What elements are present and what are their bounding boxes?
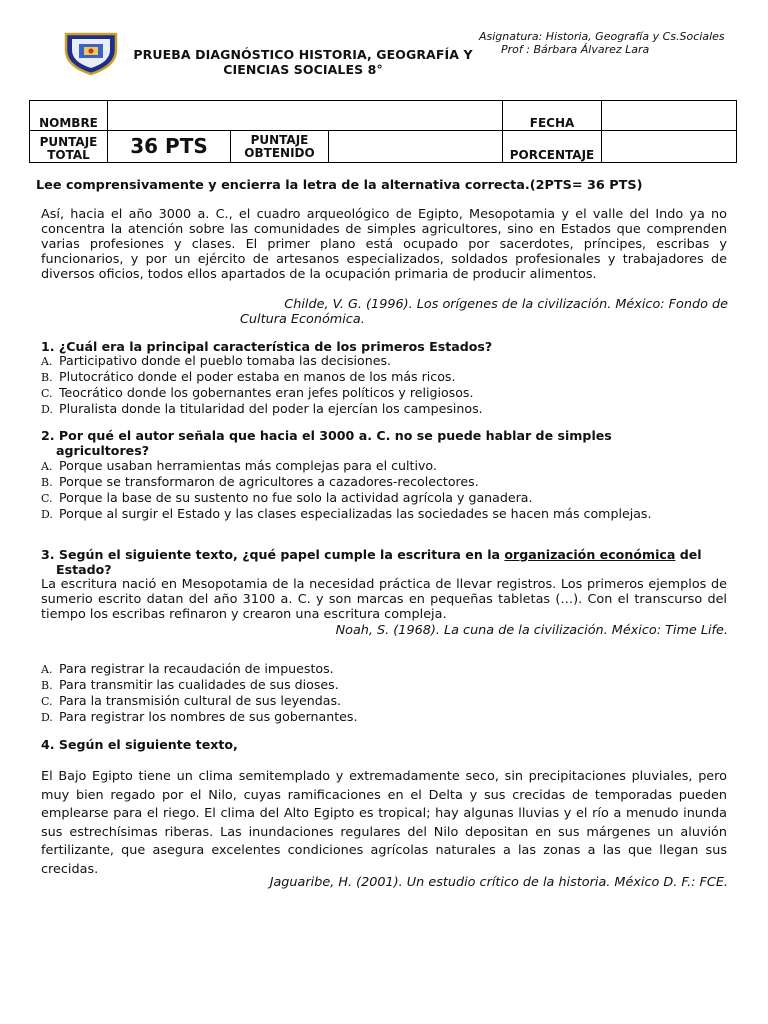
teacher-label: Prof : Bárbara Álvarez Lara xyxy=(501,43,650,56)
passage-4-citation: Jaguaribe, H. (2001). Un estudio crítico de la historia. México D. F.: FCE. xyxy=(269,875,728,890)
question-3: 3. Según el siguiente texto, ¿qué papel cumple la escritura en la organización económica del Estado? xyxy=(41,547,702,577)
date-field[interactable] xyxy=(602,101,737,131)
total-score-value: 36 PTS xyxy=(108,131,231,163)
underlined-term: organización económica xyxy=(504,547,676,562)
option-3a[interactable]: A. Para registrar la recaudación de impuestos. xyxy=(41,661,334,676)
total-score-label: PUNTAJE TOTAL xyxy=(30,131,108,163)
option-2d[interactable]: D. Porque al surgir el Estado y las clases especializadas las sociedades se hacen más complejas. xyxy=(41,506,652,521)
option-2a[interactable]: A. Porque usaban herramientas más complejas para el cultivo. xyxy=(41,458,437,473)
page-title xyxy=(120,47,486,77)
name-field[interactable] xyxy=(108,101,503,131)
name-label: NOMBRE xyxy=(30,101,108,131)
option-3c[interactable]: C. Para la transmisión cultural de sus leyendas. xyxy=(41,693,342,708)
option-1a[interactable]: A. Participativo donde el pueblo tomaba las decisiones. xyxy=(41,353,392,368)
option-1d[interactable]: D. Pluralista donde la titularidad del poder la ejercían los campesinos. xyxy=(41,401,483,416)
question-1-options xyxy=(41,353,483,417)
option-2b[interactable]: B. Porque se transformaron de agricultores a cazadores-recolectores. xyxy=(41,474,479,489)
subject-label: Asignatura: Historia, Geografía y Cs.Sociales xyxy=(479,30,725,43)
title-line-1: PRUEBA DIAGNÓSTICO HISTORIA, GEOGRAFÍA Y xyxy=(133,47,473,62)
school-logo xyxy=(62,28,120,76)
percent-field[interactable] xyxy=(602,131,737,163)
passage-3: La escritura nació en Mesopotamia de la necesidad práctica de llevar registros. Los primeros ejemplos de sumerio escrito datan del año 3100 a. C. y son marcas en pequeñas tabletas (…). Con el transcurso del tiempo los escribas refinaron y crearon una escritura compleja. xyxy=(41,577,727,622)
student-info-table xyxy=(29,100,737,163)
course-meta xyxy=(479,30,725,56)
question-1: 1. ¿Cuál era la principal característica de los primeros Estados? xyxy=(41,339,493,354)
date-label: FECHA xyxy=(503,101,602,131)
obtained-score-label: PUNTAJE OBTENIDO xyxy=(231,131,329,163)
question-2-options xyxy=(41,458,651,522)
instructions: Lee comprensivamente y encierra la letra de la alternativa correcta.(2PTS= 36 PTS) xyxy=(36,178,643,193)
question-3-options xyxy=(41,661,357,725)
question-4: 4. Según el siguiente texto, xyxy=(41,737,238,752)
passage-3-citation: Noah, S. (1968). La cuna de la civilización. México: Time Life. xyxy=(335,623,728,638)
option-1c[interactable]: C. Teocrático donde los gobernantes eran jefes políticos y religiosos. xyxy=(41,385,474,400)
option-1b[interactable]: B. Plutocrático donde el poder estaba en manos de los más ricos. xyxy=(41,369,456,384)
option-3d[interactable]: D. Para registrar los nombres de sus gobernantes. xyxy=(41,709,358,724)
percent-label: PORCENTAJE xyxy=(503,131,602,163)
passage-1: Así, hacia el año 3000 a. C., el cuadro arqueológico de Egipto, Mesopotamia y el valle del Indo ya no concentra la atención sobre las comunidades de simples agricultores, sino en Estados que comprenden varias profesiones y clases. El primer plano está ocupado por sacerdotes, príncipes, escribas y funcionarios, y por un ejército de artesanos especializados, soldados profesionales y trabajadores de diversos oficios, todos ellos apartados de la ocupación primaria de producir alimentos. xyxy=(41,207,727,282)
passage-4: El Bajo Egipto tiene un clima semitemplado y extremadamente seco, sin precipitaciones pluviales, pero muy bien regado por el Nilo, cuyas ramificaciones en el Delta y sus crecidas de temporadas pueden emplearse para el riego. El clima del Alto Egipto es tropical; hay algunas lluvias y el río a menudo inunda sus estrechísimas riberas. Las inundaciones regulares del Nilo depositan en sus márgenes un aluvión fertilizante, que asegura excelentes condiciones agrícolas naturales a las zonas a las que llegan sus crecidas. xyxy=(41,769,727,877)
obtained-score-field[interactable] xyxy=(329,131,503,163)
title-line-2: CIENCIAS SOCIALES 8° xyxy=(223,62,383,77)
option-3b[interactable]: B. Para transmitir las cualidades de sus dioses. xyxy=(41,677,339,692)
passage-1-citation: Childe, V. G. (1996). Los orígenes de la civilización. México: Fondo de Cultura Económica. xyxy=(240,297,728,327)
question-2: 2. Por qué el autor señala que hacia el 3000 a. C. no se puede hablar de simples agricultores? xyxy=(41,428,612,458)
option-2c[interactable]: C. Porque la base de su sustento no fue solo la actividad agrícola y ganadera. xyxy=(41,490,533,505)
